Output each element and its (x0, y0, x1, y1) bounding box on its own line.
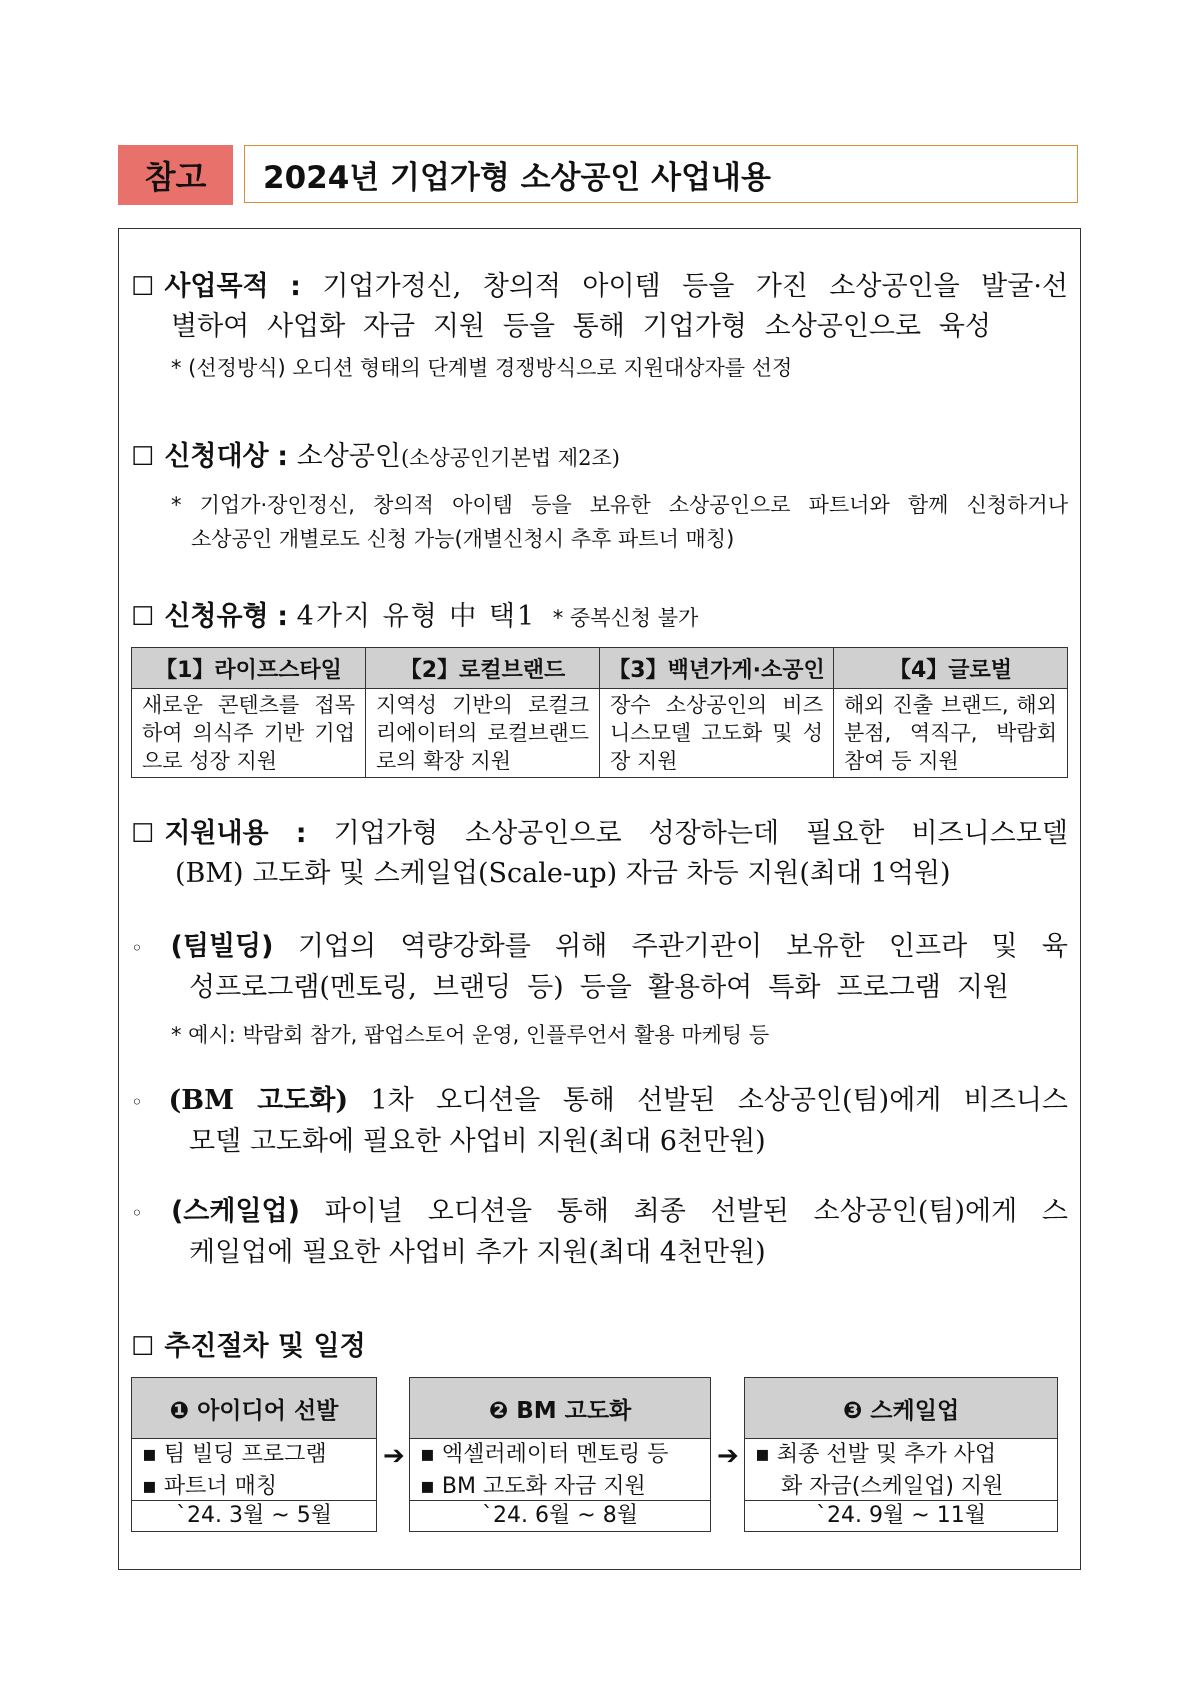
purpose-note: * (선정방식) 오디션 형태의 단계별 경쟁방식으로 지원대상자를 선정 (171, 356, 793, 380)
bullet-icon: ◦ (131, 1201, 159, 1225)
step-line-2: 화 자금(스케일업) 지원 (781, 1474, 1004, 1499)
section-support (131, 814, 1068, 894)
type-body-2: 지역성 기반의 로컬크리에이터의 로컬브랜드로의 확장 지원 (366, 689, 600, 778)
step-date: `24. 9월 ~ 11월 (745, 1500, 1057, 1531)
separator: : (277, 601, 289, 632)
type-head-4: 【4】글로벌 (834, 648, 1068, 689)
step-line-2: ▪ BM 고도화 자금 지원 (420, 1474, 646, 1499)
item-text-1: 1차 오디션을 통해 선발된 소상공인(팀)에게 비즈니스 (370, 1085, 1068, 1116)
section-process (131, 1327, 1068, 1367)
target-text: 소상공인 (296, 441, 401, 472)
reference-badge: 참고 (118, 145, 233, 205)
support-item-teambuilding (131, 927, 1068, 1052)
support-text-2: (BM) 고도화 및 스케일업(Scale-up) 자금 차등 지원(최대 1억원) (175, 858, 951, 889)
type-body-4: 해외 진출 브랜드, 해외 분점, 역직구, 박람회 참여 등 지원 (834, 689, 1068, 778)
target-note-2: 소상공인 개별로도 신청 가능(개별신청시 추후 파트너 매칭) (191, 527, 735, 551)
target-paren: (소상공인기본법 제2조) (400, 446, 620, 470)
step-line-1: ▪ 최종 선발 및 추가 사업 (755, 1442, 997, 1467)
checkbox-icon: ☐ (131, 602, 155, 632)
support-text-1: 기업가형 소상공인으로 성장하는데 필요한 비즈니스모델 (333, 818, 1068, 849)
header (118, 145, 1080, 205)
separator: : (277, 441, 289, 472)
target-note-1: * 기업가·장인정신, 창의적 아이템 등을 보유한 소상공인으로 파트너와 함께 신청하거나 (171, 493, 1068, 517)
item-note: * 예시: 박람회 참가, 팝업스토어 운영, 인플루언서 활용 마케팅 등 (171, 1023, 770, 1047)
type-head-2: 【2】로컬브랜드 (366, 648, 600, 689)
step-head: ❸ 스케일업 (745, 1378, 1057, 1439)
purpose-text-2: 별하여 사업화 자금 지원 등을 통해 기업가형 소상공인으로 육성 (171, 311, 991, 342)
page-title: 2024년 기업가형 소상공인 사업내용 (244, 145, 1078, 203)
arrow-icon: ➔ (717, 1441, 739, 1471)
types-note: * 중복신청 불가 (552, 606, 699, 630)
support-item-scaleup (131, 1192, 1068, 1273)
support-label: 지원내용 (164, 818, 269, 849)
item-text-2: 성프로그램(멘토링, 브랜딩 등) 등을 활용하여 특화 프로그램 지원 (189, 972, 1009, 1003)
item-label: (BM 고도화) (168, 1085, 349, 1116)
item-text-2: 모델 고도화에 필요한 사업비 지원(최대 6천만원) (189, 1126, 766, 1157)
step-line-1: ▪ 팀 빌딩 프로그램 (142, 1442, 327, 1467)
checkbox-icon: ☐ (131, 442, 155, 472)
step-head: ❶ 아이디어 선발 (132, 1378, 376, 1439)
separator: : (295, 818, 307, 849)
purpose-label: 사업목적 (164, 271, 269, 302)
type-head-1: 【1】라이프스타일 (132, 648, 366, 689)
step-line-2: ▪ 파트너 매칭 (142, 1474, 278, 1499)
section-types (131, 597, 1068, 638)
types-text: 4가지 유형 中 택1 (296, 601, 537, 632)
step-date: `24. 6월 ~ 8월 (410, 1500, 710, 1531)
content-frame (118, 228, 1081, 1570)
step-head: ❷ BM 고도화 (410, 1378, 710, 1439)
process-step-1 (131, 1377, 377, 1532)
section-target (131, 437, 1068, 556)
step-line-1: ▪ 엑셀러레이터 멘토링 등 (420, 1442, 669, 1467)
item-text-1: 파이널 오디션을 통해 최종 선발된 소상공인(팀)에게 스 (324, 1196, 1068, 1227)
support-item-bm (131, 1081, 1068, 1162)
types-table (131, 647, 1068, 778)
process-label: 추진절차 및 일정 (164, 1331, 366, 1362)
bullet-icon: ◦ (131, 936, 159, 960)
bullet-icon: ◦ (131, 1090, 157, 1114)
item-text-2: 케일업에 필요한 사업비 추가 지원(최대 4천만원) (189, 1237, 766, 1268)
item-label: (스케일업) (170, 1196, 300, 1227)
purpose-text-1: 기업가정신, 창의적 아이템 등을 가진 소상공인을 발굴·선 (322, 271, 1068, 302)
types-label: 신청유형 (164, 601, 269, 632)
type-body-1: 새로운 콘텐츠를 접목하여 의식주 기반 기업으로 성장 지원 (132, 689, 366, 778)
checkbox-icon: ☐ (131, 819, 155, 849)
item-label: (팀빌딩) (170, 931, 274, 962)
step-date: `24. 3월 ~ 5월 (132, 1500, 376, 1531)
process-step-2 (409, 1377, 711, 1532)
item-text-1: 기업의 역량강화를 위해 주관기관이 보유한 인프라 및 육 (297, 931, 1068, 962)
checkbox-icon: ☐ (131, 1332, 155, 1362)
section-purpose (131, 267, 1068, 385)
target-label: 신청대상 (164, 441, 269, 472)
type-body-3: 장수 소상공인의 비즈니스모델 고도화 및 성장 지원 (600, 689, 834, 778)
checkbox-icon: ☐ (131, 272, 155, 302)
arrow-icon: ➔ (383, 1441, 405, 1471)
process-step-3 (744, 1377, 1058, 1532)
type-head-3: 【3】백년가게·소공인 (600, 648, 834, 689)
separator: : (290, 271, 301, 302)
